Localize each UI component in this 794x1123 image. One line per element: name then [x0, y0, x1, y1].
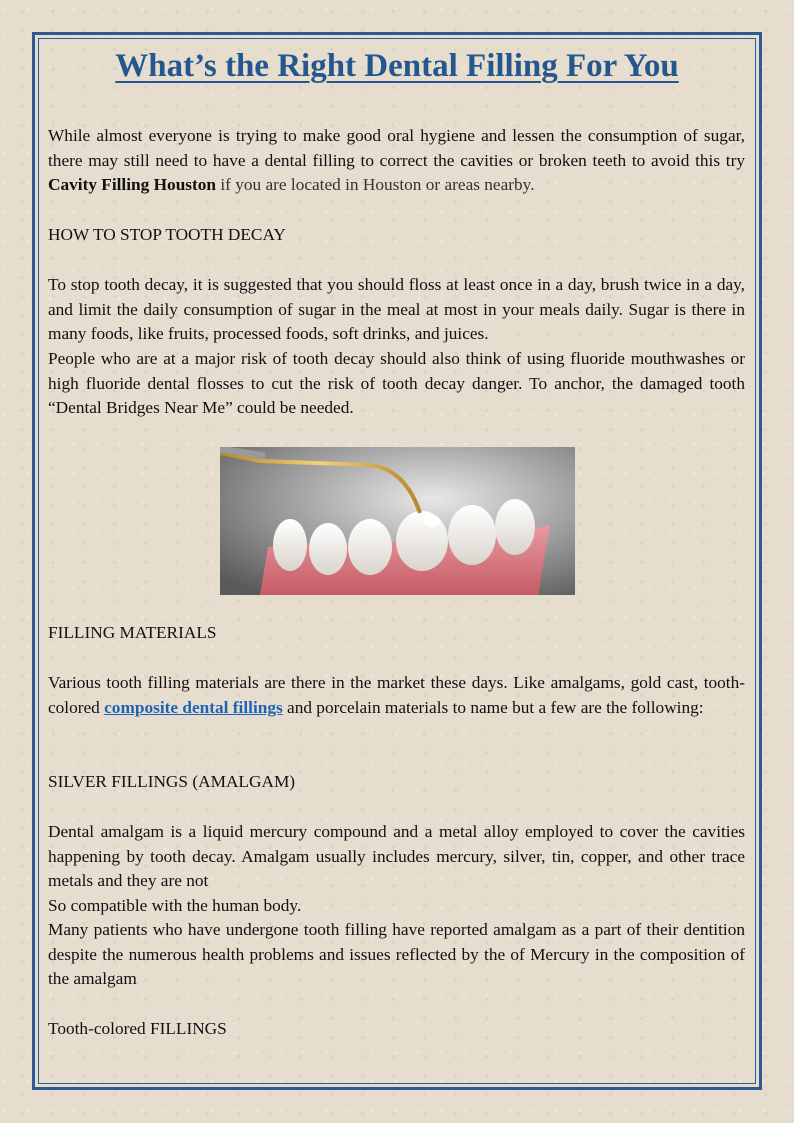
materials-text-after: and porcelain materials to name but a few are the following: — [282, 697, 704, 717]
cavity-filling-link[interactable]: Cavity Filling Houston — [48, 175, 217, 194]
heading-filling-materials: FILLING MATERIALS — [48, 623, 217, 642]
page-title: What’s the Right Dental Filling For You — [115, 48, 679, 84]
intro-text-after: if you are located in Houston or areas nearby. — [216, 175, 535, 194]
composite-fillings-link[interactable]: composite dental fillings — [104, 697, 283, 717]
dental-filling-photo-icon — [220, 447, 575, 595]
materials-text-before: Various tooth filling materials are there in the market these days. Like amalgams, gold cast, tooth-colored — [48, 673, 745, 717]
materials-paragraph — [48, 671, 745, 720]
heading-silver-fillings: SILVER FILLINGS (AMALGAM) — [48, 772, 296, 791]
heading-tooth-colored: Tooth-colored FILLINGS — [48, 1019, 227, 1038]
silver-paragraph-2: So compatible with the human body. — [48, 896, 302, 915]
decay-paragraph-2: People who are at a major risk of tooth decay should also think of using fluoride mouthwashes or high fluoride dental flosses to cut the risk of tooth decay danger. To anchor, the damaged tooth “Dental Bridges Near Me” could be needed. — [48, 349, 745, 417]
decay-paragraph-1: To stop tooth decay, it is suggested that you should floss at least once in a day, brush twice in a day, and limit the daily consumption of sugar in the meal at most in your meals daily. Sugar is there in many foods, like fruits, processed foods, soft drinks, and juices. — [48, 275, 745, 343]
intro-paragraph — [48, 124, 745, 198]
silver-paragraph-3: Many patients who have undergone tooth filling have reported amalgam as a part of their dentition despite the numerous health problems and issues reflected by the of Mercury in the composition of the amalgam — [48, 920, 745, 988]
heading-stop-tooth-decay: HOW TO STOP TOOTH DECAY — [48, 225, 286, 244]
silver-paragraph-1: Dental amalgam is a liquid mercury compound and a metal alloy employed to cover the cavities happening by tooth decay. Amalgam usually includes mercury, silver, tin, copper, and other trace metals and they are not — [48, 822, 745, 890]
intro-text-before: While almost everyone is trying to make good oral hygiene and lessen the consumption of sugar, there may still need to have a dental filling to correct the cavities or broken teeth to avoid this try — [48, 126, 745, 170]
